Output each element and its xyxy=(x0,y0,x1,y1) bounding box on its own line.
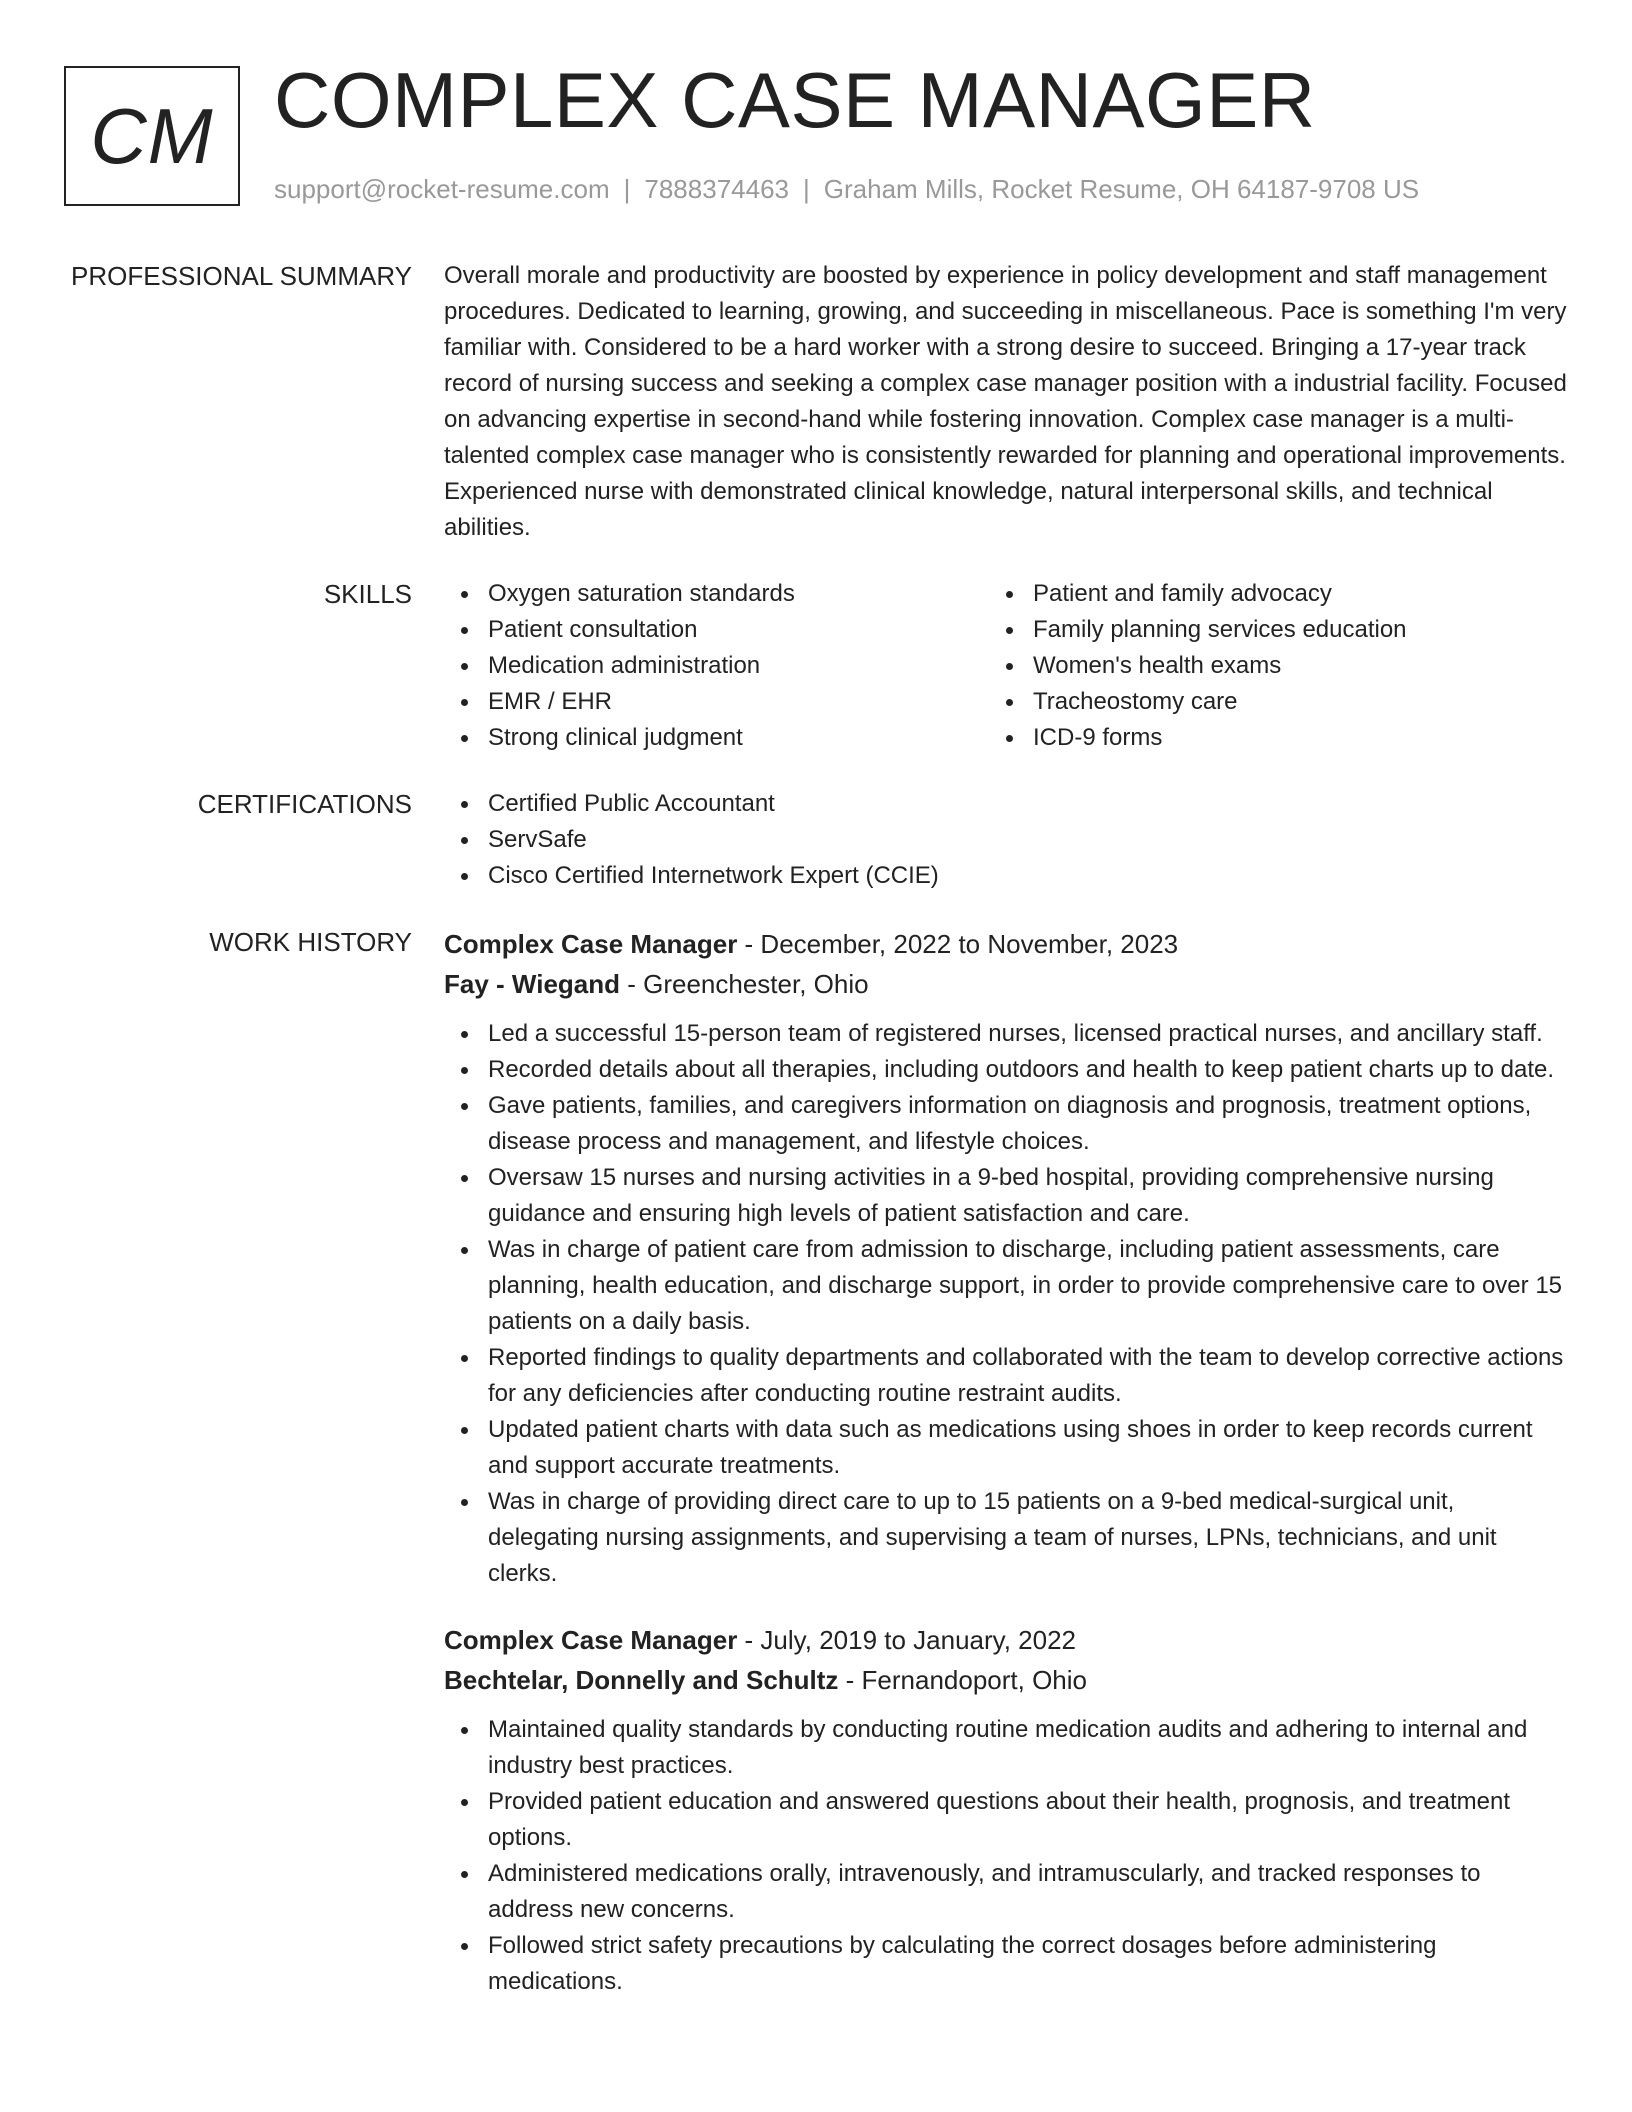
contact-separator: | xyxy=(623,174,631,204)
section-heading-certifications: CERTIFICATIONS xyxy=(197,789,412,819)
contact-email[interactable]: support@rocket-resume.com xyxy=(274,174,610,204)
job-title-line xyxy=(444,1620,1568,1660)
contact-line xyxy=(274,174,1419,205)
contact-phone[interactable]: 7888374463 xyxy=(644,174,789,204)
certifications-body xyxy=(444,786,1568,894)
work-history-body xyxy=(444,924,1568,2028)
job-duty-item: Administered medications orally, intravenously, and intramuscularly, and tracked responses to address new concerns. xyxy=(444,1856,1568,1928)
resume-title: COMPLEX CASE MANAGER xyxy=(274,56,1316,144)
certifications-section xyxy=(0,786,1632,894)
job-dates: - July, 2019 to January, 2022 xyxy=(737,1625,1077,1655)
job-company-line xyxy=(444,964,1568,1004)
job-company-line xyxy=(444,1660,1568,1700)
certification-item: Certified Public Accountant xyxy=(444,786,1568,822)
job-duty-item: Provided patient education and answered questions about their health, prognosis, and treatment options. xyxy=(444,1784,1568,1856)
skills-grid xyxy=(444,576,1568,756)
job-duty-item: Was in charge of providing direct care to up to 15 patients on a 9-bed medical-surgical unit, delegating nursing assignments, and supervising a team of nurses, LPNs, technicians, and unit clerks. xyxy=(444,1484,1568,1592)
job-location: - Greenchester, Ohio xyxy=(620,969,869,999)
skills-column-left xyxy=(444,576,989,756)
job-duty-item: Recorded details about all therapies, including outdoors and health to keep patient charts up to date. xyxy=(444,1052,1568,1088)
job-duty-item: Reported findings to quality departments and collaborated with the team to develop corrective actions for any deficiencies after conducting routine restraint audits. xyxy=(444,1340,1568,1412)
skills-section xyxy=(0,576,1632,756)
job-title: Complex Case Manager xyxy=(444,929,738,959)
job-title: Complex Case Manager xyxy=(444,1625,738,1655)
certification-item: Cisco Certified Internetwork Expert (CCIE) xyxy=(444,858,1568,894)
section-heading-summary: PROFESSIONAL SUMMARY xyxy=(71,261,412,291)
skill-item: Strong clinical judgment xyxy=(444,720,989,756)
skill-item: Family planning services education xyxy=(989,612,1534,648)
summary-text: Overall morale and productivity are boosted by experience in policy development and staff management procedures. Dedicated to learning, growing, and succeeding in miscellaneous. Pace is something I'm very familiar with. Considered to be a hard worker with a strong desire to succeed. Bringing a 17-year track record of nursing success and seeking a complex case manager position with a industrial facility. Focused on advancing expertise in second-hand while fostering innovation. Complex case manager is a multi-talented complex case manager who is consistently rewarded for planning and operational improvements. Experienced nurse with demonstrated clinical knowledge, natural interpersonal skills, and technical abilities. xyxy=(444,262,1567,541)
job-company: Fay - Wiegand xyxy=(444,969,621,999)
skills-column-right xyxy=(989,576,1534,756)
skills-body xyxy=(444,576,1568,756)
skill-item: ICD-9 forms xyxy=(989,720,1534,756)
job-title-line xyxy=(444,924,1568,964)
resume-body xyxy=(0,258,1632,2058)
skill-item: EMR / EHR xyxy=(444,684,989,720)
job-entry xyxy=(444,1620,1568,2000)
section-heading-work-history: WORK HISTORY xyxy=(209,927,412,957)
job-duty-item: Led a successful 15-person team of registered nurses, licensed practical nurses, and ancillary staff. xyxy=(444,1016,1568,1052)
summary-body xyxy=(444,258,1568,546)
job-duties-list xyxy=(444,1712,1568,2000)
section-heading-skills: SKILLS xyxy=(323,579,412,609)
skill-item: Tracheostomy care xyxy=(989,684,1534,720)
skill-item: Medication administration xyxy=(444,648,989,684)
monogram-initials: CM xyxy=(90,92,214,180)
skill-item: Patient and family advocacy xyxy=(989,576,1534,612)
job-duties-list xyxy=(444,1016,1568,1592)
certifications-list xyxy=(444,786,1568,894)
skill-item: Oxygen saturation standards xyxy=(444,576,989,612)
job-duty-item: Followed strict safety precautions by calculating the correct dosages before administering medications. xyxy=(444,1928,1568,2000)
skill-item: Women's health exams xyxy=(989,648,1534,684)
contact-address: Graham Mills, Rocket Resume, OH 64187-9708 US xyxy=(823,174,1420,204)
summary-section xyxy=(0,258,1632,546)
certification-item: ServSafe xyxy=(444,822,1568,858)
job-duty-item: Was in charge of patient care from admission to discharge, including patient assessments, care planning, health education, and discharge support, in order to provide comprehensive care to over 15 patients on a daily basis. xyxy=(444,1232,1568,1340)
job-dates: - December, 2022 to November, 2023 xyxy=(737,929,1179,959)
job-location: - Fernandoport, Ohio xyxy=(838,1665,1087,1695)
work-history-section xyxy=(0,924,1632,2028)
job-entry xyxy=(444,924,1568,1592)
monogram-box xyxy=(64,66,240,206)
job-duty-item: Updated patient charts with data such as medications using shoes in order to keep records current and support accurate treatments. xyxy=(444,1412,1568,1484)
job-duty-item: Gave patients, families, and caregivers information on diagnosis and prognosis, treatment options, disease process and management, and lifestyle choices. xyxy=(444,1088,1568,1160)
job-duty-item: Oversaw 15 nurses and nursing activities in a 9-bed hospital, providing comprehensive nursing guidance and ensuring high levels of patient satisfaction and care. xyxy=(444,1160,1568,1232)
job-duty-item: Maintained quality standards by conducting routine medication audits and adhering to internal and industry best practices. xyxy=(444,1712,1568,1784)
job-company: Bechtelar, Donnelly and Schultz xyxy=(444,1665,839,1695)
skill-item: Patient consultation xyxy=(444,612,989,648)
contact-separator: | xyxy=(803,174,810,204)
